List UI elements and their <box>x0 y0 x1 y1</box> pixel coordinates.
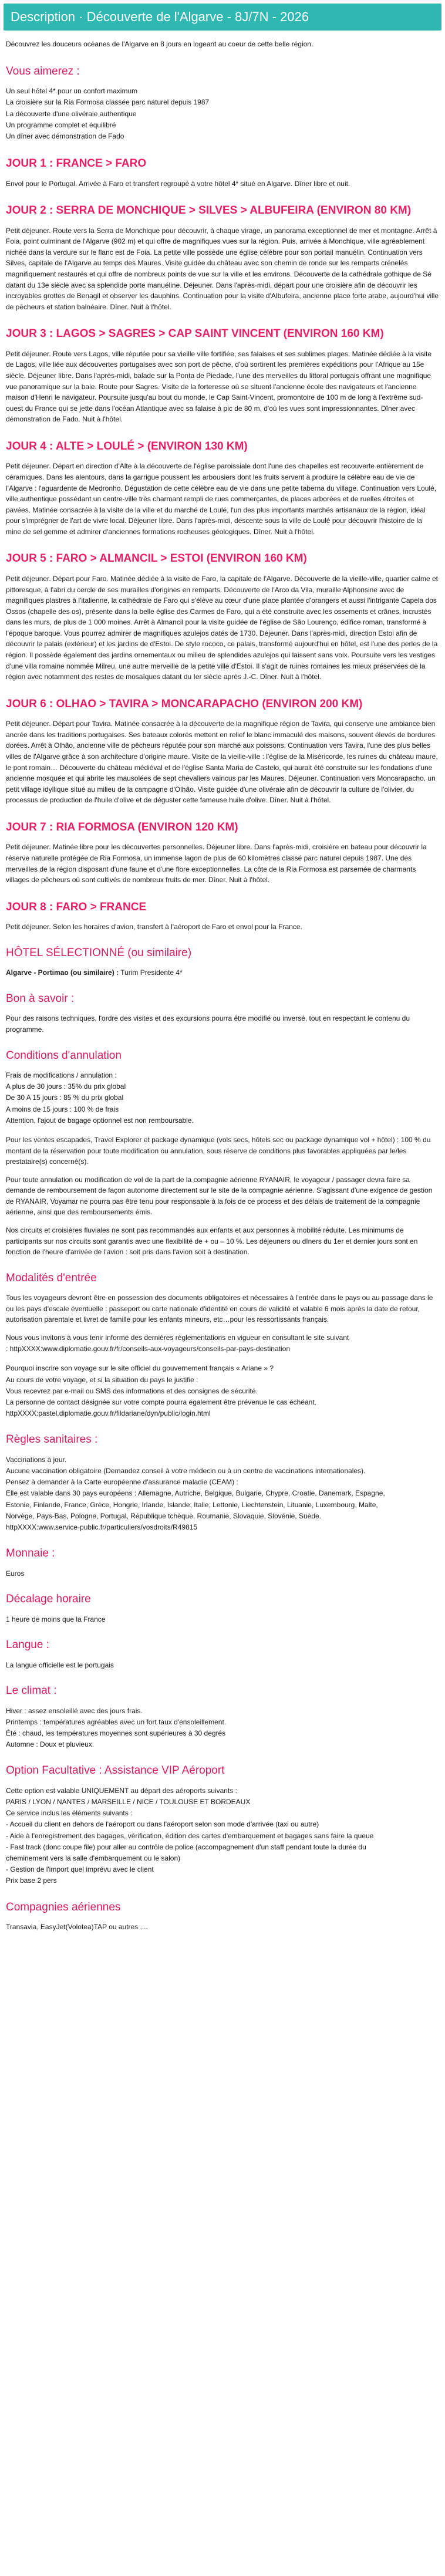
conditions-p3: Nos circuits et croisières fluviales ne sont pas recommandés aux enfants et aux personnes à mobilité réduite. Les minimums de participants sur nos circuits sont garantis avec une flexibilité de + ou – 10 %. Les déjeuners ou dîners du 1er et dernier jours sont en fonction de l'heure d'arrivée de l'avion : soit pris dans l'avion soit à destination. <box>6 1226 418 1257</box>
day-5-heading: JOUR 5 : FARO > ALMANCIL > ESTOI (ENVIRON 160 KM) <box>6 552 307 565</box>
sanitaires-line: Elle est valable dans 30 pays européens : Allemagne, Autriche, Belgique, Bulgarie, Chypre, Croatie, Danemark, Espagne, <box>6 1489 385 1498</box>
conditions-frais <box>6 1070 439 1126</box>
hotel-name: Turim Presidente 4* <box>120 968 183 977</box>
atout-item: La découverte d'une olivéraie authentique <box>6 109 137 118</box>
vip-line: cheminement vers la salle d'embarquement ou le salon) <box>6 1853 181 1862</box>
intro-text: Découvrez les douceurs océanes de l'Algarve en 8 jours en logeant au coeur de cette belle région. <box>6 40 313 49</box>
day-5-text: Petit déjeuner. Départ pour Faro. Matinée dédiée à la visite de Faro, la capitale de l'Algarve. Découverte de la vieille-ville, quartier calme et pittoresque, à l'abri du cercle de ses murailles d'origines en remparts. Découverte de l'Arco da Vila, muraille Alphonsine avec de magnifiques plastres à l'italienne, la cathédrale de Faro qui s'élève au cœur d'une place plantée d'orangers et aussi l'intrigante Capela dos Ossos (chapelle des os), présente dans la belle église des Carmes de Faro, qui a été construite avec les ossements et crânes, incrustés dans les murs, de plus de 1 000 moines. Arrêt à Almancil pour la visite guidée de l'église de São Lourenço, édifice roman, transformé à l'époque baroque. Vous pourrez admirer de magnifiques azulejos datés de 1730. Déjeuner. Dans l'après-midi, direction Estoi afin de découvrir le palais (extérieur) et les jardins de d'Estoi. De style rococo, ce palais, transformé aujourd'hui en hôtel, est l'une des perles de la région. Il possède également des jardins ornementaux ou milieu de splendides azulejos qui laissent sans voix. Poursuite vers les vestiges d'une villa romaine nommée Milreu, une autre merveille de la petite ville d'Estoi. Il s'agit de ruines romaines les mieux préservées de la région avec notamment des restes de mosaïques datant du Ier siècle après J.-C. Dîner. Nuit à l'hôtel. <box>6 574 439 681</box>
vip-line: - Gestion de l'import quel imprévu avec le client <box>6 1865 154 1874</box>
sanitaires-line: Vaccinations à jour. <box>6 1455 67 1464</box>
decalage-text: 1 heure de moins que la France <box>6 1615 106 1623</box>
conditions-p2: Pour toute annulation ou modification de vol de la part de la compagnie aérienne RYANAIR, le voyageur / passager devra faire sa demande de remboursement de façon autonome directement sur le site de la compagnie aérienne. S'agissant d'une exigence de gestion de RYANAIR, Voyamar ne pourra pas être tenu pour responsable à la fois de ce process et des délais de traitement de la compagnie aérienne, ainsi que des remboursements émis. <box>6 1175 433 1217</box>
sanitaires-link: httpXXXX:www.service-public.fr/particuliers/vosdroits/R49815 <box>6 1522 198 1531</box>
monnaie-heading: Monnaie : <box>6 1547 55 1560</box>
vip-line: - Accueil du client en dehors de l'aéroport ou dans l'aéroport selon son mode d'arrivée (taxi ou autre) <box>6 1820 319 1829</box>
atout-item: Un dîner avec démonstration de Fado <box>6 131 124 140</box>
atouts-list <box>6 86 439 142</box>
modalites-line: Pourquoi inscrire son voyage sur le site officiel du gouvernement français « Ariane » ? <box>6 1364 274 1373</box>
compagnies-heading: Compagnies aériennes <box>6 1900 121 1913</box>
day-6-heading: JOUR 6 : OLHAO > TAVIRA > MONCARAPACHO (ENVIRON 200 KM) <box>6 697 363 710</box>
vip-list <box>6 1785 439 1887</box>
hotel-location: Algarve - Portimao (ou similaire) : <box>6 968 119 977</box>
frais-line: A plus de 30 jours : 35% du prix global <box>6 1082 126 1091</box>
savoir-text: Pour des raisons techniques, l'ordre des visites et des excursions pourra être modifié ou inversé, tout en respectant le contenu du programme. <box>6 1014 410 1034</box>
day-2-text: Petit déjeuner. Route vers la Serra de Monchique pour découvrir, à chaque virage, un panorama exceptionnel de mer et montagne. Arrêt à Foia, point culminant de l'Algarve (902 m) et qui offre de magnifiques vues sur la région. Puis, arrivée à Monchique, ville agréablement nichée dans la verdure sur le flanc est de Foia. La petite ville possède une église célèbre pour son portail manuélin. Continuation vers Silves, capitale de l'Algarve au temps des Maures. Visite guidée du château avec son chemin de ronde sur les remparts crénelés magnifiquement restaurés et qui offre de nombreux points de vue sur la ville et les environs. Découverte de la cathédrale gothique de Sé datant du 13e siècle avec sa splendide porte manuéline. Déjeuner. Dans l'après-midi, départ pour une croisière afin de découvrir les incroyables grottes de Benagil et observer les dauphins. Continuation pour la visite d'Albufeira, ancienne place forte arabe, aujourd'hui ville de pêcheurs et station balnéaire. Dîner. Nuit à l'hôtel. <box>6 226 439 311</box>
frais-line: De 30 A 15 jours : 85 % du prix global <box>6 1093 124 1102</box>
day-6-text: Petit déjeuner. Départ pour Tavira. Matinée consacrée à la découverte de la magnifique région de Tavira, qui conserve une ambiance bien ancrée dans les traditions portugaises. Ses bateaux colorés mettent en relief le blanc immaculé des maisons, souvent élevés de bordures dorées. Arrêt à Olhão, ancienne ville de pêcheurs réputée pour son marché aux poissons. Continuation vers Tavira, l'une des plus belles villes de l'Algarve grâce à son architecture d'origine maure. Visite de la vieille-ville : l'église de la Miséricorde, les ruines du château maure, le pont romain… Découverte du château médiéval et de l'église Santa Maria de Castelo, qui aurait été construite sur les fondations d'une ancienne mosquée et qui abrite les mausolées de sept chevaliers vaincus par les Maures. Déjeuner. Continuation vers Moncarapacho, un petit village idyllique situé au milieu de la campagne d'Olhão. Visite guidée d'une olivéraie afin de découvrir la culture de l'olivier, du processus de production de l'huile d'olive et de déguster cette fameuse huile d'olive. Dîner. Nuit à l'hôtel. <box>6 720 438 805</box>
vip-heading: Option Facultative : Assistance VIP Aéroport <box>6 1764 225 1777</box>
page-title: Description · Découverte de l'Algarve - 8J/7N - 2026 <box>4 4 441 31</box>
sanitaires-line: Pensez à demander à la Carte européenne d'assurance maladie (CEAM) : <box>6 1478 238 1487</box>
day-3-text: Petit déjeuner. Route vers Lagos, ville réputée pour sa vieille ville fortifiée, ses falaises et ses sublimes plages. Matinée dédiée à la visite de Lagos, ville liée aux découvertes portugaises avec son port de pêche, d'où sortirent les premières expéditions pour l'Afrique au 15e siècle. Déjeuner libre. Dans l'après-midi, balade sur la Ponta de Piedade, l'une des merveilles du littoral portugais offrant une magnifique vue panoramique sur la baie. Route pour Sagres. Visite de la forteresse où se situent l'ancienne école des navigateurs et l'ancienne maison d'Henri le navigateur. Poursuite jusqu'au bout du monde, le Cap Saint-Vincent, promontoire de 100 m de long à l'extrême sud-ouest du France qui se jette dans l'océan Atlantique avec sa falaise à pic de 80 m, d'où les vues sont impressionnantes. Dîner avec démonstration de Fado. Nuit à l'hôtel. <box>6 349 432 424</box>
langue-heading: Langue : <box>6 1639 49 1652</box>
day-1-heading: JOUR 1 : FRANCE > FARO <box>6 157 147 170</box>
sanitaires-list <box>6 1454 439 1533</box>
frais-line: Attention, l'ajout de bagage optionnel est non remboursable. <box>6 1116 194 1125</box>
savoir-heading: Bon à savoir : <box>6 992 75 1005</box>
monnaie-text: Euros <box>6 1569 25 1578</box>
decalage-heading: Décalage horaire <box>6 1593 91 1606</box>
conditions-p1: Pour les ventes escapades, Travel Explorer et package dynamique (vols secs, hôtels sec ou package dynamique vol + hôtel) : 100 % du montant de la réservation pour toute modification ou annulation, sous réserve de conditions plus favorables appliquées par le/les prestataire(s) concerné(s). <box>6 1135 431 1166</box>
day-3-heading: JOUR 3 : LAGOS > SAGRES > CAP SAINT VINCENT (ENVIRON 160 KM) <box>6 328 384 340</box>
sanitaires-heading: Règles sanitaires : <box>6 1433 98 1446</box>
conditions-heading: Conditions d'annulation <box>6 1049 122 1062</box>
modalites-p2 <box>6 1332 439 1355</box>
climat-line: Printemps : températures agréables avec un fort taux d'ensoleillement. <box>6 1717 227 1726</box>
vip-line: Cette option est valable UNIQUEMENT au départ des aéroports suivants : <box>6 1786 237 1795</box>
day-7-heading: JOUR 7 : RIA FORMOSA (ENVIRON 120 KM) <box>6 821 238 834</box>
content <box>0 39 445 1932</box>
sanitaires-line: Aucune vaccination obligatoire (Demandez conseil à votre médecin ou à un centre de vaccinations internationales). <box>6 1467 366 1475</box>
atout-item: Un seul hôtel 4* pour un confort maximum <box>6 87 138 96</box>
day-7-text: Petit déjeuner. Matinée libre pour les découvertes personnelles. Déjeuner libre. Dans l'après-midi, croisière en bateau pour découvrir la réserve naturelle protégée de Ria Formosa, un immense lagon de plus de 60 kilomètres classé parc naturel depuis 1987. Une des merveilles de la région disposant d'une faune et d'une flore exceptionnelles. La côte de la Ria Formosa est parsemée de charmants villages de pêcheurs où sont cultivés de nombreux fruits de mer. Dîner. Nuit à l'hôtel. <box>6 843 427 884</box>
climat-line: Hiver : assez ensoleillé avec des jours frais. <box>6 1706 143 1715</box>
vip-line: - Fast track (donc coupe file) pour aller au contrôle de police (accompagnement d'un staff pendant toute la durée du <box>6 1842 366 1851</box>
day-1-text: Envol pour le Portugal. Arrivée à Faro et transfert regroupé à votre hôtel 4* situé en Algarve. Dîner libre et nuit. <box>6 179 350 188</box>
day-4-text: Petit déjeuner. Départ en direction d'Alte à la découverte de l'église paroissiale dont l'une des chapelles est recouverte entièrement de céramiques. Dans les alentours, dans la garrigue poussent les arbousiers dont les fruits servent à produire la célèbre eau de vie de l'Algarve : l'aguardente de Medronho. Dégustation de cette célèbre eau de vie dans une petite taberna du village. Continuation vers Loulé, ville authentique possédant un centre-ville très charmant rempli de rues commerçantes, de places arborées et de ruelles étroites et pavées. Matinée consacrée à la visite de la ville et du marché de Loulé, l'un des plus importants marchés artisanaux de la région, idéal pour s'imprégner de l'art de vivre local. Déjeuner libre. Dans l'après-midi, descente sous la ville de Loulé pour découvrir l'histoire de la mine de sel gemme et admirer d'anciennes formations rocheuses géologiques. Dîner. Nuit à l'hôtel. <box>6 462 437 536</box>
day-8-text: Petit déjeuner. Selon les horaires d'avion, transfert à l'aéroport de Faro et envol pour la France. <box>6 923 302 931</box>
sanitaires-line: Norvège, Pays-Bas, Pologne, Portugal, République tchèque, Roumanie, Slovaquie, Slovénie, Suède. <box>6 1511 322 1520</box>
hotel-line <box>6 967 439 978</box>
frais-line: A moins de 15 jours : 100 % de frais <box>6 1105 119 1113</box>
modalites-line: La personne de contact désignée sur votre compte pourra également être prévenue le cas échéant. <box>6 1398 317 1406</box>
modalites-p3 <box>6 1363 439 1419</box>
hotel-heading: HÔTEL SÉLECTIONNÉ (ou similaire) <box>6 946 192 959</box>
frais-line: Frais de modifications / annulation : <box>6 1071 117 1079</box>
modalites-line: Vous recevrez par e-mail ou SMS des informations et des consignes de sécurité. <box>6 1386 258 1395</box>
vip-line: Prix base 2 pers <box>6 1876 57 1885</box>
atout-item: Un programme complet et équilibré <box>6 120 116 129</box>
modalites-link: httpXXXX:pastel.diplomatie.gouv.fr/fildariane/dyn/public/login.html <box>6 1409 211 1418</box>
day-8-heading: JOUR 8 : FARO > FRANCE <box>6 900 147 913</box>
sanitaires-line: Estonie, Finlande, France, Grèce, Hongrie, Irlande, Islande, Italie, Lettonie, Liechtenstein, Lituanie, Luxembourg, Malte, <box>6 1500 378 1509</box>
day-4-heading: JOUR 4 : ALTE > LOULÉ > (ENVIRON 130 KM) <box>6 440 248 453</box>
climat-line: Automne : Doux et pluvieux. <box>6 1740 95 1749</box>
day-2-heading: JOUR 2 : SERRA DE MONCHIQUE > SILVES > ALBUFEIRA (ENVIRON 80 KM) <box>6 204 412 217</box>
vip-line: Ce service inclus les éléments suivants : <box>6 1809 133 1818</box>
vip-line: - Aide à l'enregistrement des bagages, vérification, édition des cartes d'embarquement et bagages sans faire la queue <box>6 1831 374 1840</box>
langue-text: La langue officielle est le portugais <box>6 1660 114 1669</box>
modalites-link: : httpXXXX:www.diplomatie.gouv.fr/fr/conseils-aux-voyageurs/conseils-par-pays-destination <box>6 1345 290 1353</box>
modalites-line: Au cours de votre voyage, et si la situation du pays le justifie : <box>6 1375 198 1384</box>
vip-line: PARIS / LYON / NANTES / MARSEILLE / NICE / TOULOUSE ET BORDEAUX <box>6 1798 251 1807</box>
climat-heading: Le climat : <box>6 1684 57 1697</box>
compagnies-text: Transavia, EasyJet(Volotea)TAP ou autres .... <box>6 1922 148 1931</box>
modalites-heading: Modalités d'entrée <box>6 1271 97 1284</box>
atout-item: La croisière sur la Ria Formosa classée parc naturel depuis 1987 <box>6 98 210 107</box>
modalites-line: Nous vous invitons à vous tenir informé des dernières réglementations en vigueur en consultant le site suivant <box>6 1333 349 1342</box>
climat-line: Été : chaud, les températures moyennes sont supérieures à 30 degrés <box>6 1729 226 1738</box>
modalites-p1: Tous les voyageurs devront être en possession des documents obligatoires et nécessaires à l'entrée dans le pays ou au passage dans le ou les pays d'escale éventuelle : passeport ou carte nationale d'identité en cours de validité et valable 6 mois après la date de retour, autorisation parentale et livret de famille pour les enfants mineurs, etc…pour les ressortissants français. <box>6 1294 433 1324</box>
atouts-heading: Vous aimerez : <box>6 65 80 77</box>
climat-list <box>6 1706 439 1751</box>
